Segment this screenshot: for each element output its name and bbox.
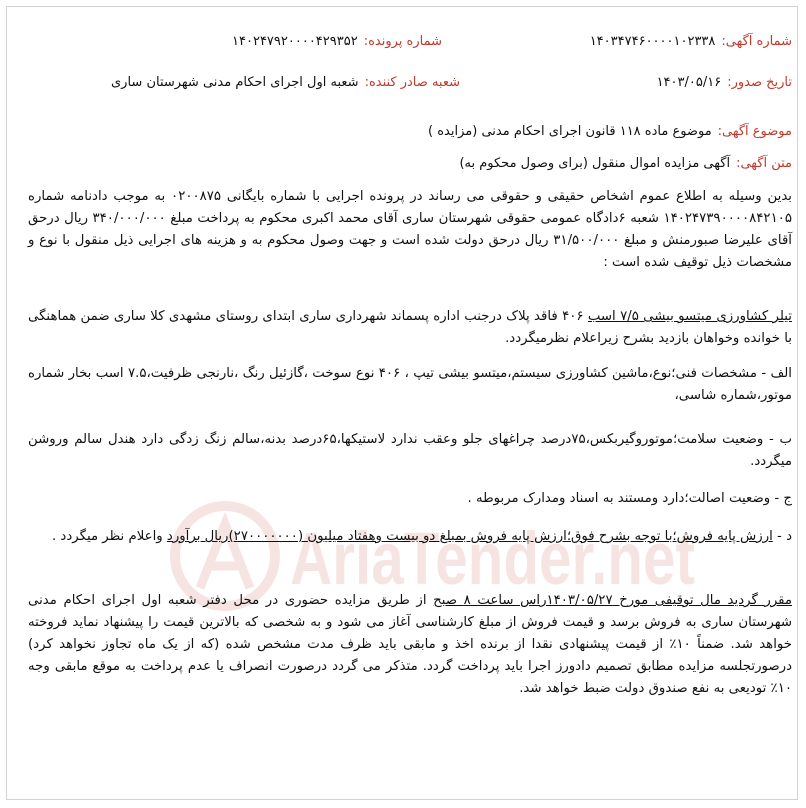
paragraph-specs-text: الف - مشخصات فنی؛نوع،ماشین کشاورزی سیستم،میتسو بیشی تیپ ، ۴۰۶ نوع سوخت ،گازئیل رنگ ،نارنجی ظرفیت،۷.۵ اسب بخار شماره موتور،شماره شاسی، [28,366,792,403]
case-number-label: شماره پرونده: [363,34,442,49]
notice-number-label: شماره آگهی: [721,34,792,49]
paragraph-item-location [28,306,792,350]
paragraph-auction-terms-text [28,590,792,700]
paragraph-base-value [28,526,792,548]
paragraph-authenticity [28,488,792,510]
paragraph-base-value-text [28,526,792,548]
item-title: تیلر کشاورزی میتسو بیشی ۷/۵ اسب [587,309,793,324]
issuer-label: شعبه صادر کننده: [364,75,460,90]
subject-value: موضوع ماده ۱۱۸ قانون اجرای احکام مدنی (مزایده ) [428,124,712,139]
watermark-text: AriaTender.net [290,517,695,600]
notice-text-intro [459,156,792,171]
text-intro-value: آگهی مزایده اموال منقول (برای وصول محکوم به) [459,156,731,171]
paragraph-authenticity-text: ج - وضعیت اصالت؛دارد ومستند به اسناد ومدارک مربوطه . [467,491,792,506]
issue-date [657,75,792,90]
issuer-value: شعبه اول اجرای احکام مدنی شهرستان ساری [111,75,359,90]
paragraph-intro-text: بدین وسیله به اطلاع عموم اشخاص حقیقی و حقوقی می رساند در پرونده اجرایی با شماره بایگانی ۰۲۰۰۸۷۵ به موجب دادنامه شماره ۱۴۰۲۴۷۳۹۰۰۰۰۸۴۲۱۰۵ شعبه ۶دادگاه عمومی حقوقی شهرستان ساری آقای محمد اکبری محکوم به پرداخت مبلغ ۳۴۰/۰۰۰/۰۰۰ ریال درحق آقای علیرضا صبورمنش و مبلغ ۳۱/۵۰۰/۰۰۰ ریال درحق دولت شده است و جهت وصول محکوم به و هزینه های اجرایی ذیل منقول با نوع و مشخصات ذیل توقیف شده است : [28,189,792,270]
notice-subject [428,124,792,139]
case-number-value: ۱۴۰۲۴۷۹۲۰۰۰۰۴۲۹۳۵۲ [232,34,358,49]
paragraph-specs [28,363,792,407]
paragraph-item-location-text [28,306,792,350]
issue-date-value: ۱۴۰۳/۰۵/۱۶ [656,75,722,90]
base-value-amount: ارزش پایه فروش؛با توجه بشرح فوق؛ارزش پایه فروش بمبلغ دو بیست وهفتاد میلیون (۲۷۰۰۰۰۰۰۰)ریال برآورد [166,529,773,544]
case-number [232,34,442,49]
paragraph-health-text: ب - وضعیت سلامت؛موتوروگیربکس،۷۵درصد چراغهای جلو وعقب ندارد لاستیکها،۶۵درصد بدنه،سالم زنگ زدگی دارد هندل سالم وروشن میگردد. [28,432,793,469]
notice-number-value: ۱۴۰۳۴۷۴۶۰۰۰۰۱۰۲۳۳۸ [589,34,716,49]
notice-number [590,34,792,49]
auction-terms-rest: از طریق مزایده حضوری در محل دفتر شعبه اول اجرای احکام مدنی شهرستان ساری به فروش برسد و قیمت فروش از مبلغ کارشناسی آغاز می شود و به شخصی که بالاترین قیمت را پیشنهاد نماید فروخته خواهد شد. ضمناً ۱۰٪ از قیمت پیشنهادی نقدا از برنده اخذ و مابقی باید ظرف مدت مشخص شده (که از یک ماه تجاوز نخواهد کرد) درصورتجلسه مزایده مطابق تصمیم دادورز اجرا باید پرداخت گردد. متذکر می گردد درصورت انصراف یا عدم پرداخت به موقع مابقی وجه ۱۰٪ تودیعی به نفع صندوق دولت ضبط خواهد شد. [28,593,792,696]
auction-date: مقرر گردید مال توقیفی مورخ ۱۴۰۳/۰۵/۲۷راس ساعت ۸ صبح [433,593,793,608]
issue-date-label: تاریخ صدور: [727,75,792,90]
item-location-rest: ۴۰۶ فاقد پلاک درجنب اداره پسماند شهرداری ساری ابتدای روستای مشهدی کلا ساری ضمن هماهنگی با خوانده وخواهان بازدید بشرح زیراعلام نظرمیگردد. [28,309,792,346]
base-value-rest: واعلام نظر میگردد . [51,529,167,544]
issuer-branch [111,75,460,90]
paragraph-intro [28,186,792,274]
text-intro-label: متن آگهی: [736,156,792,171]
paragraph-auction-terms [28,590,792,700]
base-value-prefix: د - [772,529,792,544]
paragraph-health [28,429,792,473]
subject-label: موضوع آگهی: [717,124,792,139]
